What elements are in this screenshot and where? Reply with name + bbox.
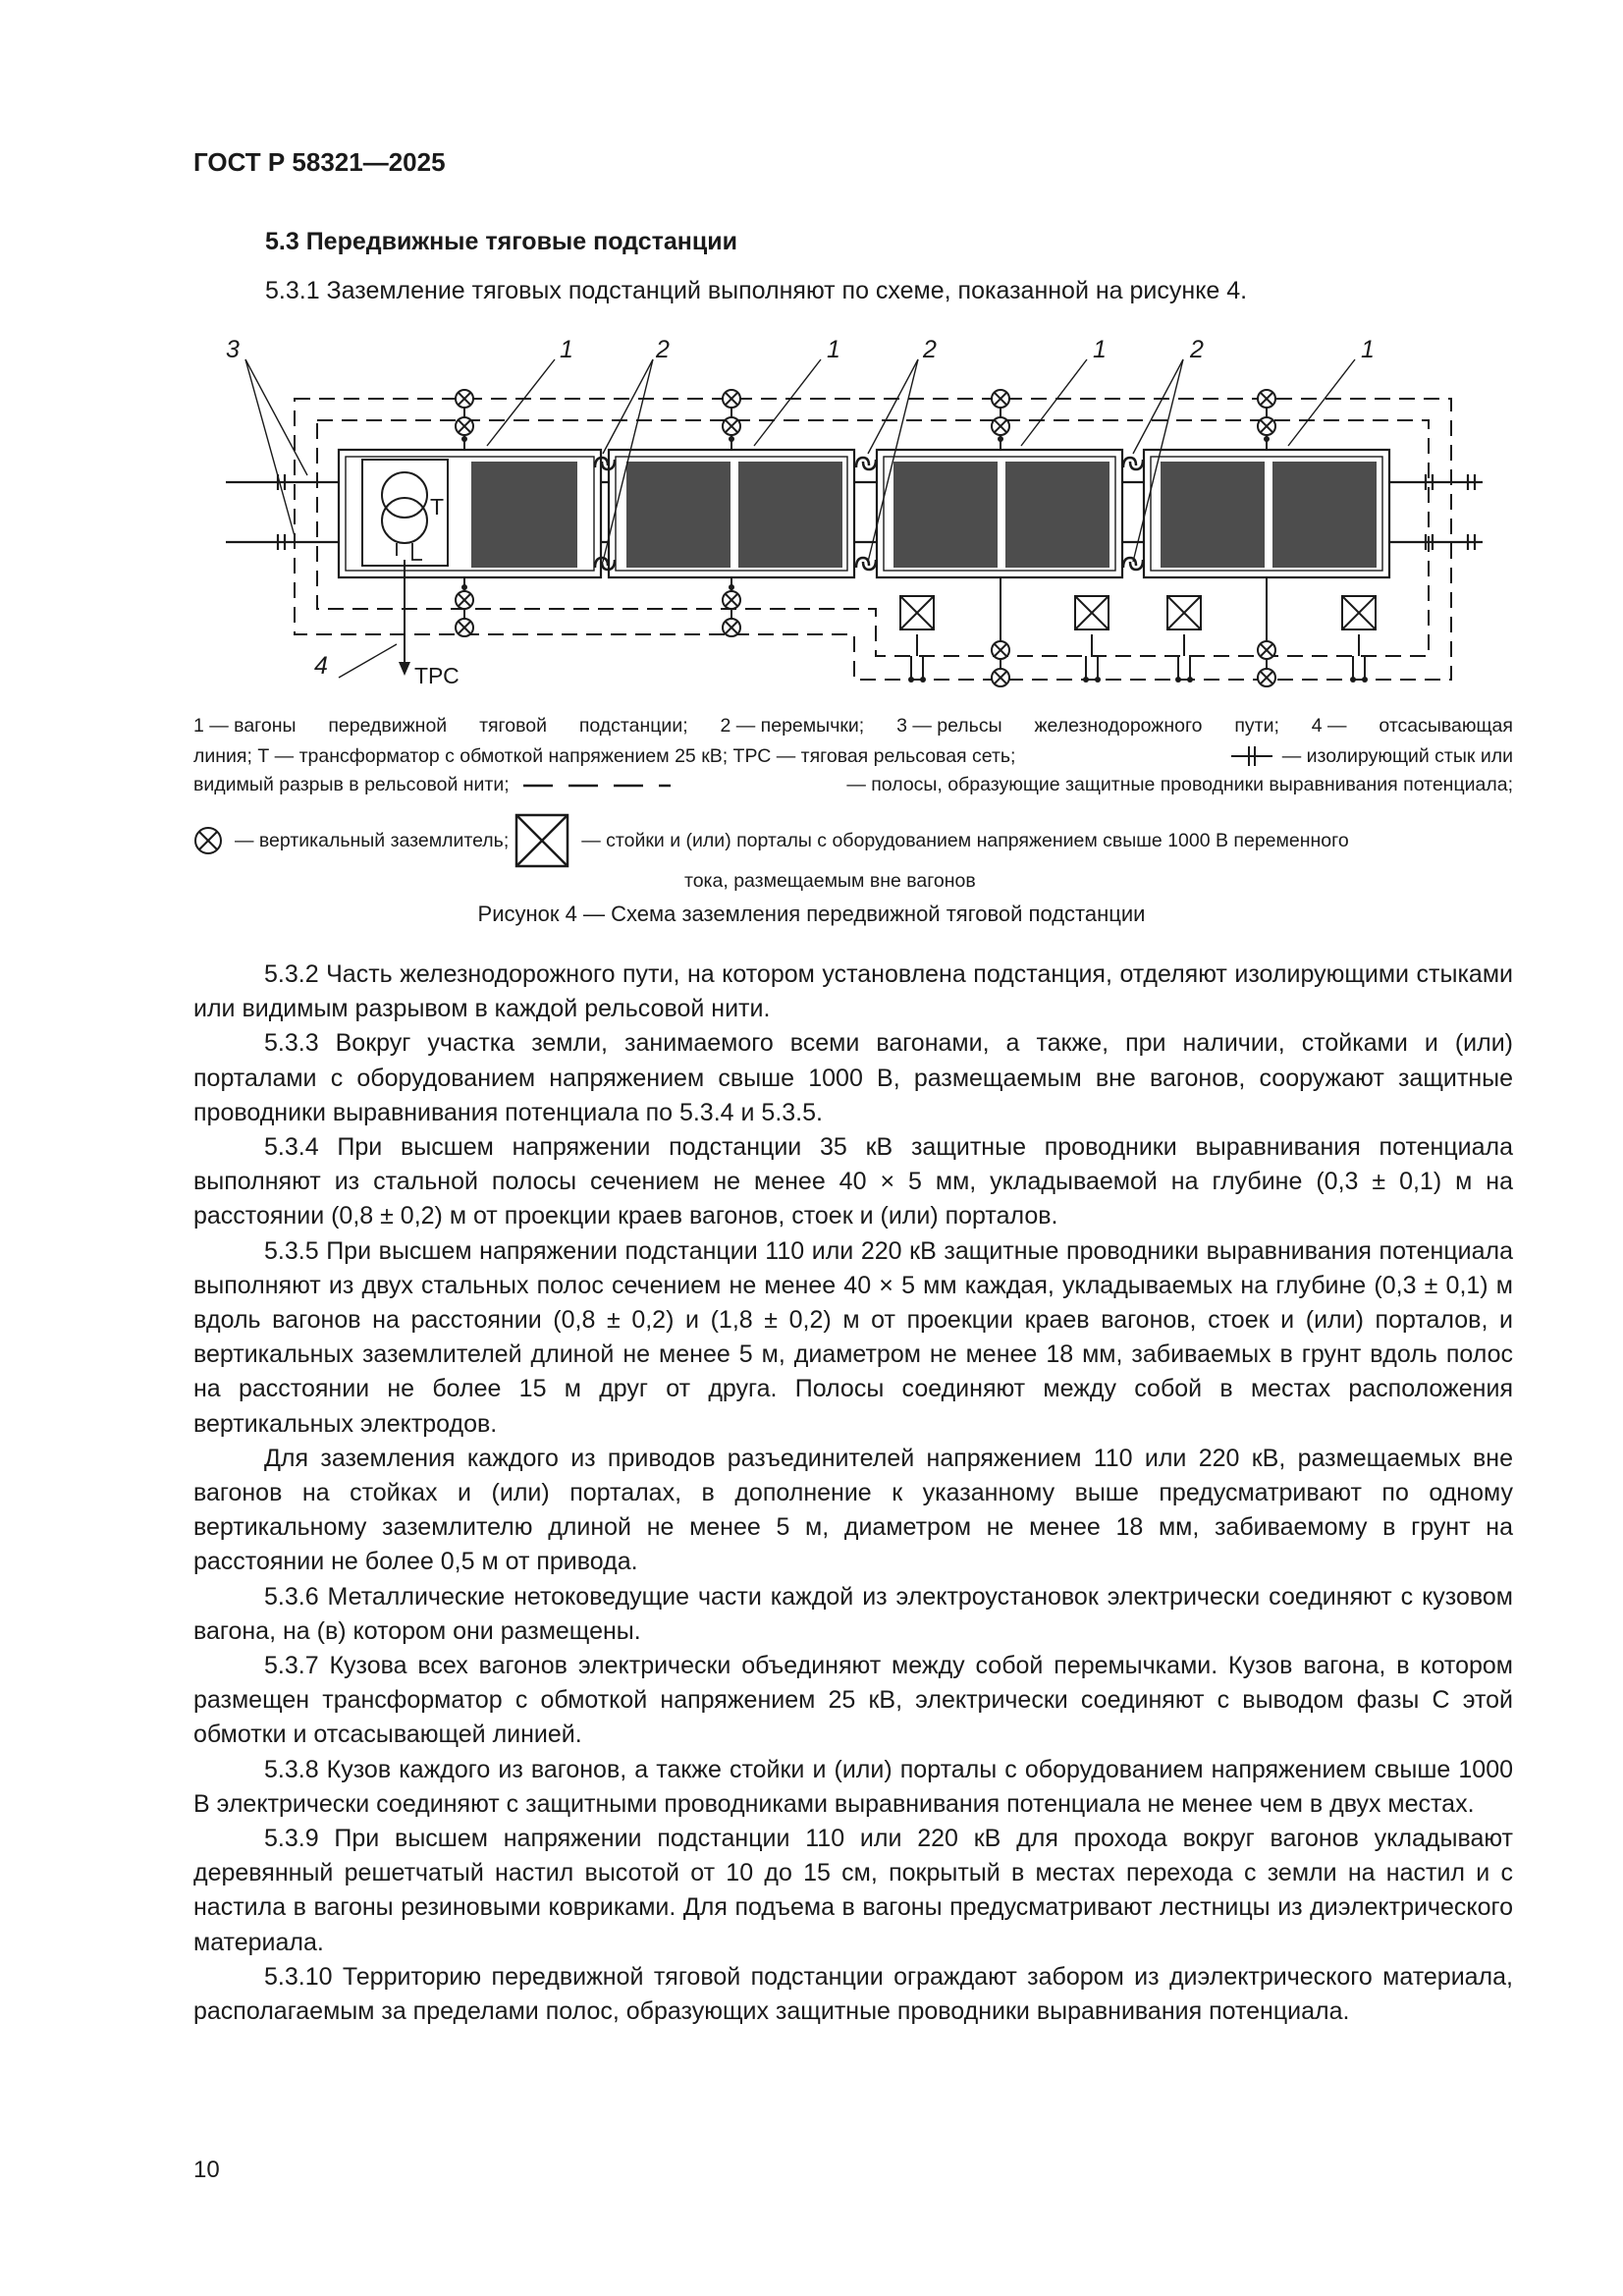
vertical-electrode-icon	[992, 641, 1009, 659]
outdoor-post-icon	[1342, 596, 1376, 629]
vertical-electrode-icon	[456, 390, 473, 408]
grounding-scheme-figure	[196, 324, 1512, 697]
legend-text: линия; Т — трансформатор с обмоткой напряжением 25 кВ; ТРС — тяговая рельсовая сеть;	[193, 744, 1016, 767]
outdoor-post-icon	[1167, 596, 1201, 629]
callout-2: 2	[656, 336, 670, 363]
vertical-electrode-icon	[992, 390, 1009, 408]
callout-2: 2	[1190, 336, 1204, 363]
paragraph: 5.3.6 Металлические нетоковедущие части каждой из электроустановок электрически соединяют с кузовом вагона, на (в) котором они размещены.	[193, 1582, 1513, 1645]
vertical-electrode-icon	[1258, 669, 1275, 686]
insulating-joint-icon	[1231, 744, 1272, 768]
legend-line-1	[193, 715, 1513, 738]
vertical-electrode-icon	[723, 591, 740, 609]
legend-text: тока, размещаемым вне вагонов	[684, 870, 976, 892]
paragraph: 5.3.10 Территорию передвижной тяговой подстанции ограждают забором из диэлектрического материала, располагаемым за пределами полос, образующих защитные проводники выравнивания потенциала.	[193, 1962, 1513, 2026]
paragraph: Для заземления каждого из приводов разъединителей напряжением 110 или 220 кВ, размещаемых вне вагонов на стойках и (или) порталах, в дополнение к указанному выше предусматривают по одному вертикальному заземлителю длиной не менее 5 м, диаметром не менее 18 мм, забиваемому в грунт на расстоянии не более 0,5 м от привода.	[193, 1444, 1513, 1576]
outdoor-posts	[900, 596, 1376, 683]
section-title: 5.3 Передвижные тяговые подстанции	[265, 228, 737, 255]
paragraph: 5.3.8 Кузов каждого из вагонов, а также стойки и (или) порталы с оборудованием напряжением свыше 1000 В электрически соединяют с защитными проводниками выравнивания потенциала не менее чем в двух местах.	[193, 1755, 1513, 1818]
paragraph: 5.3.7 Кузова всех вагонов электрически объединяют между собой перемычками. Кузов вагона, в котором размещен трансформатор с обмоткой напряжением 25 кВ, электрически соединяют с выводом фазы С этой обмотки и отсасывающей линией.	[193, 1652, 1513, 1749]
callout-1: 1	[1361, 336, 1375, 363]
paragraph: 5.3.4 При высшем напряжении подстанции 35 кВ защитные проводники выравнивания потенциала выполняют из стальной полосы сечением не менее 40 × 5 мм, укладываемой на глубине (0,3 ± 0,1) м на расстоянии (0,8 ± 0,2) м от проекции краев вагонов, стоек и (или) порталов.	[193, 1133, 1513, 1230]
legend-line-5	[684, 870, 976, 893]
figure-caption: Рисунок 4 — Схема заземления передвижной тяговой подстанции	[477, 902, 1146, 926]
vertical-electrode-icon	[193, 826, 223, 855]
legend-text: — стойки и (или) порталы с оборудованием напряжением свыше 1000 В переменного	[581, 829, 1349, 851]
legend-text: видимый разрыв в рельсовой нити;	[193, 774, 510, 795]
outdoor-post-icon	[514, 813, 569, 868]
vertical-electrode-icon	[456, 619, 473, 636]
vertical-electrode-icon	[723, 417, 740, 435]
paragraph: 5.3.3 Вокруг участка земли, занимаемого всеми вагонами, а также, при наличии, стойками и (или) порталами с оборудованием напряжением свыше 1000 В, размещаемым вне вагонов, сооружают защитные проводники выравнивания потенциала по 5.3.4 и 5.3.5.	[193, 1029, 1513, 1126]
legend-word: железнодорожного	[1034, 715, 1203, 737]
callout-1: 1	[827, 336, 840, 363]
transformer-label: Т	[430, 494, 445, 519]
legend-line-4	[193, 813, 1513, 868]
callout-1: 1	[1093, 336, 1107, 363]
vertical-electrode-icon	[456, 591, 473, 609]
paragraph: 5.3.9 При высшем напряжении подстанции 110 или 220 кВ для прохода вокруг вагонов укладывают деревянный решетчатый настил высотой от 10 до 15 см, покрытый в местах перехода с земли на настил и с настила в вагоны резиновыми ковриками. Для подъема в вагоны предусматривают лестницы из диэлектрического материала.	[193, 1825, 1513, 1956]
legend-word: отсасывающая	[1379, 715, 1513, 737]
trs-label: ТРС	[414, 663, 460, 688]
legend-line-3	[193, 774, 1513, 796]
legend-word: передвижной	[328, 715, 448, 737]
callout-3: 3	[226, 336, 240, 363]
callout-2: 2	[923, 336, 937, 363]
callout-1: 1	[560, 336, 573, 363]
outdoor-post-icon	[900, 596, 934, 629]
legend-word: подстанции;	[578, 715, 688, 737]
page-number: 10	[193, 2157, 220, 2183]
vertical-electrode-icon	[1258, 390, 1275, 408]
wagon-4	[1144, 450, 1389, 577]
body-text	[193, 957, 1513, 2029]
wagon-3	[877, 450, 1122, 577]
legend-word: 1 — вагоны	[193, 715, 297, 737]
vertical-electrode-icon	[992, 669, 1009, 686]
legend-text: — полосы, образующие защитные проводники выравнивания потенциала;	[846, 774, 1513, 795]
outdoor-post-icon	[1075, 596, 1109, 629]
legend-word: пути;	[1234, 715, 1279, 737]
vertical-electrode-icon	[1258, 641, 1275, 659]
trs-arrow-icon	[399, 662, 410, 676]
intro-paragraph: 5.3.1 Заземление тяговых подстанций выполняют по схеме, показанной на рисунке 4.	[265, 277, 1248, 304]
legend-line-2	[193, 744, 1513, 768]
bottom-electrodes	[456, 584, 1275, 686]
legend-word: тяговой	[479, 715, 547, 737]
legend-word: 4 —	[1311, 715, 1347, 737]
legend-text: — изолирующий стык или	[1281, 744, 1513, 767]
callout-4: 4	[314, 652, 328, 680]
dashed-strip-icon	[523, 779, 671, 793]
legend-word: 3 — рельсы	[896, 715, 1002, 737]
vertical-electrode-icon	[1258, 417, 1275, 435]
vertical-electrode-icon	[456, 417, 473, 435]
paragraph: 5.3.2 Часть железнодорожного пути, на котором установлена подстанция, отделяют изолирующими стыками или видимым разрывом в каждой рельсовой нити.	[193, 960, 1513, 1023]
wagon-2	[609, 450, 854, 577]
vertical-electrode-icon	[723, 619, 740, 636]
vertical-electrode-icon	[992, 417, 1009, 435]
paragraph: 5.3.5 При высшем напряжении подстанции 110 или 220 кВ защитные проводники выравнивания потенциала выполняют из двух стальных полос сечением не менее 40 × 5 мм каждая, укладываемых на глубине (0,3 ± 0,1) м вдоль вагонов на расстоянии (0,8 ± 0,2) и (1,8 ± 0,2) м от проекции краев вагонов, стоек и (или) порталов, и вертикальных заземлителей длиной не менее 5 м, диаметром не менее 18 мм, забиваемых в грунт вдоль полос на расстоянии не более 15 м друг от друга. Полосы соединяют между собой в местах расположения вертикальных электродов.	[193, 1236, 1513, 1438]
legend-word: 2 — перемычки;	[720, 715, 865, 737]
legend-text: — вертикальный заземлитель;	[235, 829, 510, 851]
vertical-electrode-icon	[723, 390, 740, 408]
wagon-1	[339, 450, 601, 577]
document-code: ГОСТ Р 58321—2025	[193, 147, 446, 177]
